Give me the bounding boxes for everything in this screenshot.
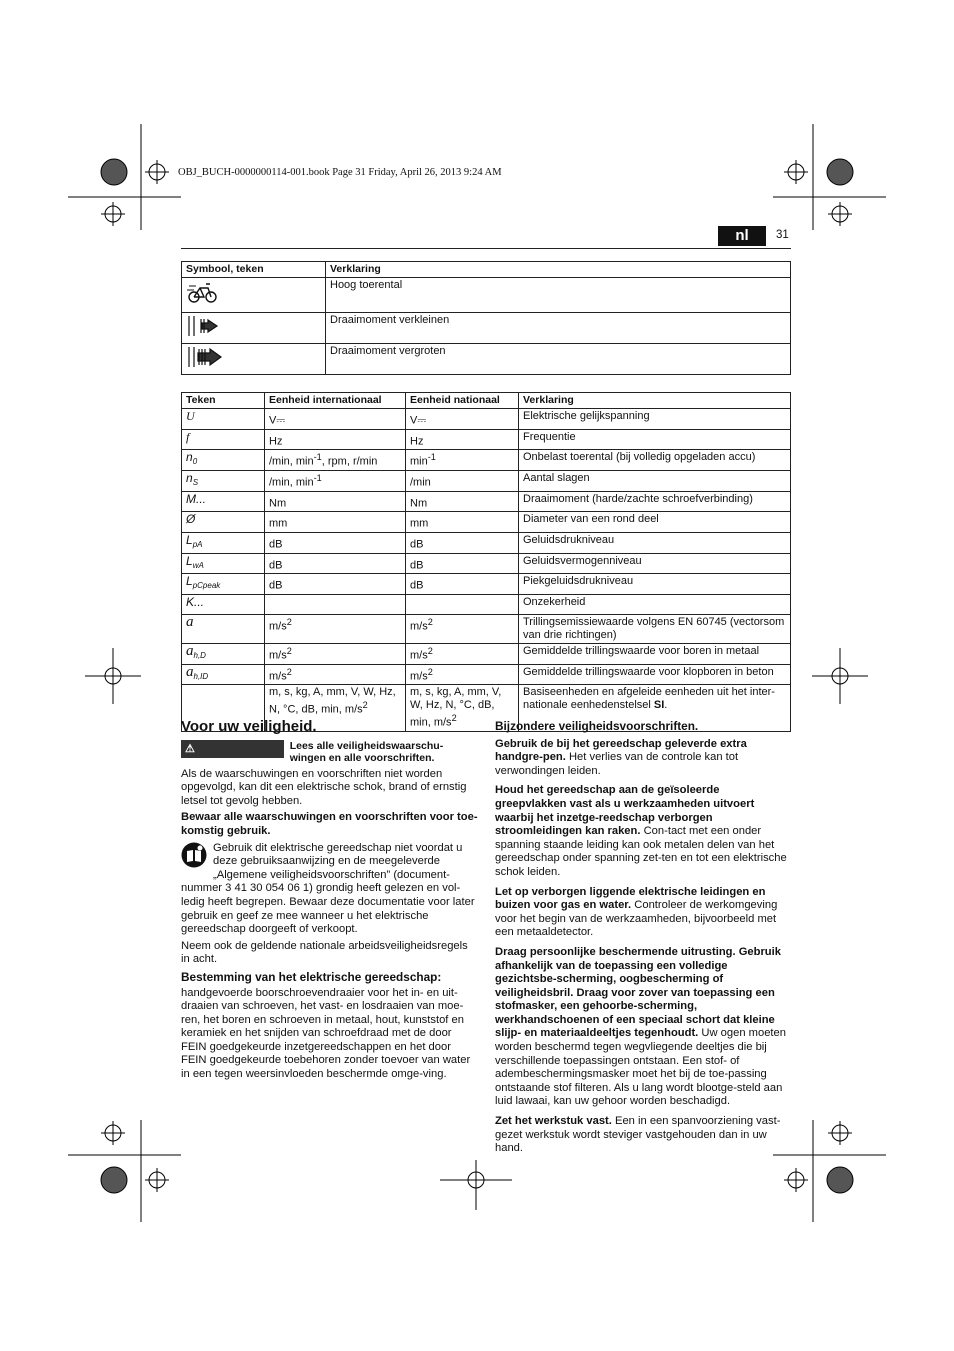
torque-increase-icon (186, 345, 224, 369)
intl-unit: m/s (269, 649, 287, 662)
national-unit: Nm (410, 497, 428, 510)
sign: n (186, 450, 193, 465)
row-text: Hoog toerental (326, 278, 791, 313)
header-rule (181, 248, 791, 249)
intl-unit: dB (269, 559, 283, 572)
units-table-body (182, 409, 791, 685)
language-badge: nl (718, 226, 766, 246)
subheading: Bestemming van het elektrische gereedschap: (181, 969, 442, 984)
paragraph: handgevoerde boorschroevendraaier voor het in- en uit-draaien van schroeven, het vast- en losdraaien van moe-ren, het boren en schroeven in metaal, hout, kunststof en keramiek en het snijden van schroefdraad met de door FEIN goedgekeurde inzetgereedschappen en het door FEIN goedgekeurde toebehoren zonder toevoer van water in een tegen weersinvloeden beschermde omge-ving. (181, 986, 471, 1081)
national-unit: m/s (410, 620, 428, 633)
intl-unit: Hz (269, 435, 283, 448)
paragraph: Gebruik dit elektrische gereedschap niet voordat u deze gebruiksaanwijzing en de meegeleverde „Algemene veiligheidsvoorschriften” (document- (213, 841, 463, 881)
row-explanation: Elektrische gelijkspanning (523, 410, 650, 422)
file-header: OBJ_BUCH-0000000114-001.book Page 31 Friday, April 26, 2013 9:24 AM (178, 167, 502, 178)
paragraph: Neem ook de geldende nationale arbeidsveiligheidsregels in acht. (181, 939, 468, 966)
national-unit: dB (410, 538, 424, 551)
col-header-symbol: Symbool, teken (182, 262, 326, 278)
row-text: Draaimoment vergroten (326, 344, 791, 375)
sign: n (186, 470, 193, 485)
table-row: $L_{pA}$ dB dB Geluidsdrukniveau (182, 532, 791, 553)
row-explanation: Basiseenheden en afgeleide eenheden uit het inter-nationale eenhedenstelsel (523, 686, 775, 712)
paragraph: nummer 3 41 30 054 06 1) grondig heeft gelezen en vol-ledig heeft begrepen. Bewaar deze documentatie voor later gebruik en geef ze mee wanneer u het elektrische gereedschap doorgeeft of verkoopt. (181, 882, 475, 936)
sign: L (186, 574, 193, 589)
table-row: m, s, kg, A, mm, V, W, Hz, N, °C, dB, min, $m/s^2$ m, s, kg, A, mm, V, W, Hz, N, °C, dB, min, $m/s^2$ Basiseenheden en afgeleide eenheden uit het inter-nationale eenhedenstelsel SI. (182, 685, 791, 732)
table-row: $L_{wA}$ dB dB Geluidsvermogenniveau (182, 553, 791, 574)
table-row (182, 409, 791, 430)
table-row (182, 512, 791, 533)
row-explanation: Piekgeluidsdrukniveau (523, 575, 634, 588)
national-unit: m/s (410, 670, 428, 683)
row-explanation: Trillingsemissiewaarde volgens EN 60745 (vectorsom van drie richtingen) (523, 616, 785, 642)
table-row (182, 313, 791, 344)
intl-unit: m/s (269, 670, 287, 683)
table-row (182, 278, 791, 313)
paragraph: Als de waarschuwingen en voorschriften niet worden opgevolgd, kan dit een elektrische schok, brand of ernstig letsel tot gevolg hebben. (181, 767, 467, 807)
national-unit: dB (410, 579, 424, 592)
sign: a (186, 643, 194, 660)
table-row: $a_{h,ID}$ $m/s^2$ $m/s^2$ Gemiddelde trillingswaarde voor klopboren in beton (182, 664, 791, 685)
intl-unit: dB (269, 579, 283, 592)
sign: f (186, 429, 190, 444)
safety-paragraph: Let op verborgen liggende elektrische leidingen en buizen voor gas en water. Controleer de werkomgeving voor het begin van de werkzaamheden, bijvoorbeeld met een metaaldetector. (495, 885, 778, 939)
warning-text: Lees alle veiligheidswaarschu-wingen en alle voorschriften. (289, 739, 444, 765)
row-explanation: Geluidsvermogenniveau (523, 554, 642, 567)
intl-unit: Nm (269, 497, 287, 510)
national-unit: Hz (410, 435, 424, 448)
row-explanation: Gemiddelde trillingswaarde voor boren in metaal (523, 645, 760, 658)
national-unit: m, s, kg, A, mm, V, W, Hz, N, °C, dB, min, m/s (410, 686, 502, 730)
safety-items (495, 738, 791, 1156)
national-unit: V⎓ (410, 414, 427, 427)
national-unit: /min (410, 476, 431, 489)
col-header-explanation: Verklaring (519, 393, 791, 409)
right-column (495, 720, 791, 1162)
national-unit: min (410, 455, 428, 468)
paragraph-bold: Bewaar alle waarschuwingen en voorschriften voor toe-komstig gebruik. (181, 811, 478, 837)
row-explanation: Draaimoment (harde/zachte schroefverbinding) (523, 492, 753, 505)
intl-unit: dB (269, 538, 283, 551)
warning-badge: ⚠ WAARSCHUWING (181, 740, 284, 758)
row-explanation: Frequentie (523, 430, 576, 443)
row-explanation: Onbelast toerental (bij volledig opgeladen accu) (523, 451, 756, 464)
table-row (182, 594, 791, 614)
page-number: 31 (776, 229, 789, 241)
symbol-table (181, 261, 791, 375)
national-unit: mm (410, 517, 429, 530)
row-explanation: Aantal slagen (523, 471, 590, 484)
intl-unit: /min, min (269, 476, 314, 489)
sign: M... (186, 491, 206, 506)
intl-unit: V⎓ (269, 414, 286, 427)
row-text: Draaimoment verkleinen (326, 313, 791, 344)
sign: a (186, 663, 194, 680)
safety-paragraph: Gebruik de bij het gereedschap geleverde extra handgre-pen. Het verlies van de controle kan tot verwondingen leiden. (495, 737, 747, 777)
row-explanation: Gemiddelde trillingswaarde voor klopboren in beton (523, 665, 774, 678)
safety-paragraph: Draag persoonlijke beschermende uitrusting. Gebruik afhankelijk van de toepassing een volledige gezichtsbe-scherming, oogbescherming of veiligheidsbril. Draag voor zover van toepassing een stofmasker, een gehoorbe-scherming, werkhandschoenen of een speciaal schort dat kleine slijp- en materiaaldeeltjes tegenhoudt. Uw ogen moeten worden beschermd tegen wegvliegende deeltjes die bij verschillende toepassingen ontstaan. Een stof- of adembeschermingsmasker moet het bij de toe-passing ontstaande stof filteren. Als u lang wordt blootge-steld aan luid lawaai, kan uw gehoor worden beschadigd. (495, 945, 786, 1108)
col-header-intl-unit: Eenheid internationaal (265, 393, 406, 409)
row-explanation: Geluidsdrukniveau (523, 533, 615, 546)
col-header-sign: Teken (182, 393, 265, 409)
warning-triangle-icon: ⚠ (185, 742, 195, 755)
table-row: $L_{pCpeak}$ dB dB Piekgeluidsdrukniveau (182, 574, 791, 595)
row-explanation: Onzekerheid (523, 595, 586, 608)
safety-paragraph: Houd het gereedschap aan de geïsoleerde greepvlakken vast als u werkzaamheden uitvoert waarbij het inzetge-reedschap verborgen stroomleidingen kan raken. Con-tact met een onder spanning staande leiding kan ook metalen delen van het gereedschap onder spanning zet-ten en tot een elektrische schok leiden. (495, 784, 787, 878)
intl-unit: /min, min (269, 455, 314, 468)
intl-unit: m/s (269, 620, 287, 633)
table-row (182, 491, 791, 512)
table-row: a $m/s^2$ $m/s^2$ Trillingsemissiewaarde volgens EN 60745 (vectorsom van drie richtingen) (182, 615, 791, 644)
subheading: Bijzondere veiligheidsvoorschriften. (495, 719, 699, 733)
row-explanation: Diameter van een rond deel (523, 513, 659, 526)
table-row (182, 344, 791, 375)
col-header-national-unit: Eenheid nationaal (406, 393, 519, 409)
sign: L (186, 532, 193, 547)
table-row (182, 429, 791, 450)
warning-block (181, 739, 478, 771)
sign: L (186, 553, 193, 568)
intl-unit: m, s, kg, A, mm, V, W, Hz, N, °C, dB, min, m/s (269, 686, 396, 717)
table-row: $n_S$ /min, $\min^{-1}$ /min Aantal slagen (182, 470, 791, 491)
high-speed-icon (186, 279, 220, 305)
torque-decrease-icon (186, 314, 220, 338)
read-manual-icon (181, 842, 207, 868)
sign: Ø (186, 512, 196, 527)
sign: K... (186, 594, 205, 609)
safety-paragraph: Zet het werkstuk vast. Een in een spanvoorziening vast-gezet werkstuk wordt steviger vastgehouden dan in uw hand. (495, 1115, 781, 1155)
national-unit: m/s (410, 649, 428, 662)
intl-unit: mm (269, 517, 288, 530)
section-title: Voor uw veiligheid. (181, 718, 317, 735)
national-unit: dB (410, 559, 424, 572)
sign: U (186, 409, 195, 423)
table-row: $n_0$ /min, $\min^{-1}$, rpm, r/min $\min^{-1}$ Onbelast toerental (bij volledig opgeladen accu) (182, 450, 791, 471)
left-column (181, 720, 478, 1085)
units-table (181, 392, 791, 735)
col-header-explanation: Verklaring (326, 262, 791, 278)
sign: a (186, 614, 194, 631)
table-row: $a_{h,D}$ $m/s^2$ $m/s^2$ Gemiddelde trillingswaarde voor boren in metaal (182, 644, 791, 665)
